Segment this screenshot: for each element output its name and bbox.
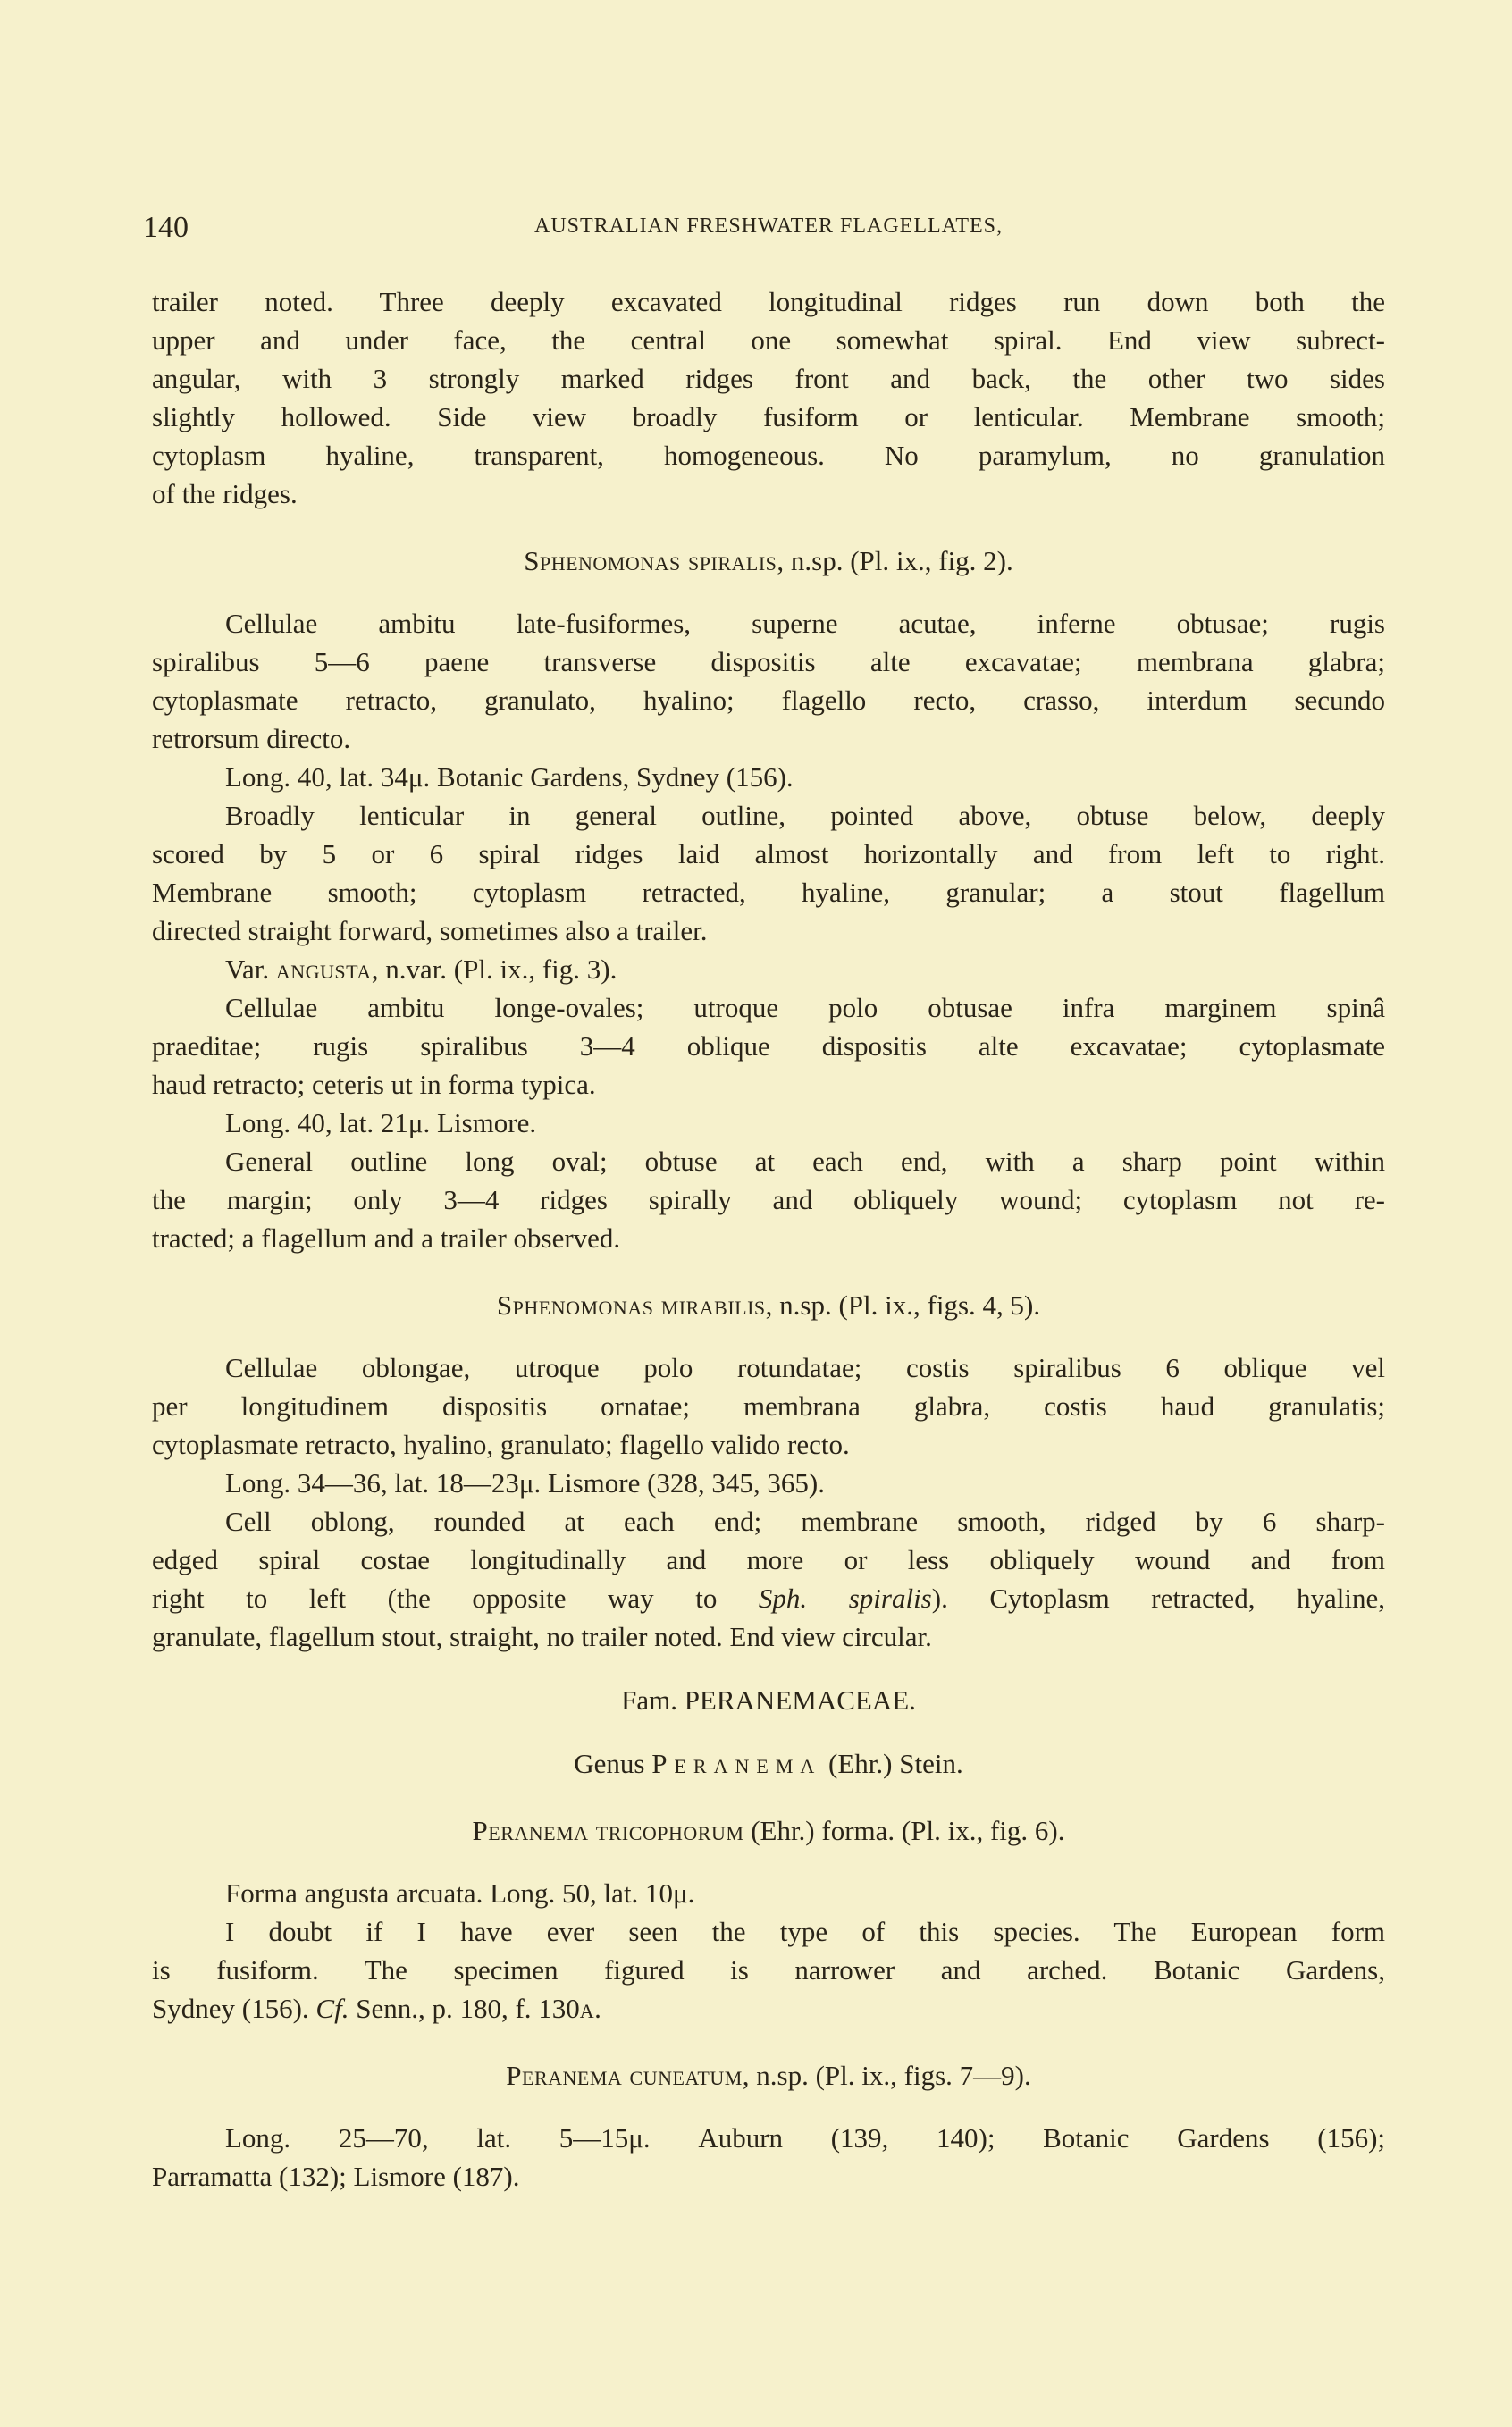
text-line: Cellulae ambitu late-fusiformes, superne acutae, inferne obtusae; rugis	[225, 608, 1385, 639]
section-heading	[152, 1811, 1385, 1850]
text-line: retrorsum directo.	[152, 723, 351, 754]
text-line: praeditae; rugis spiralibus 3—4 oblique dispositis alte excavatae; cytoplasmate	[152, 1030, 1385, 1062]
small-caps-text: angusta	[275, 953, 372, 985]
running-title: AUSTRALIAN FRESHWATER FLAGELLATES,	[533, 214, 1003, 238]
paragraph	[152, 1142, 1385, 1257]
centered-heading	[152, 1681, 1385, 1719]
text-line: Parramatta (132); Lismore (187).	[152, 2161, 520, 2192]
text-line: tracted; a flagellum and a trailer observed.	[152, 1222, 621, 1254]
text-line: Long. 25—70, lat. 5—15μ. Auburn (139, 140); Botanic Gardens (156);	[225, 2122, 1385, 2154]
paragraph	[152, 604, 1385, 758]
text-line	[152, 1744, 1385, 1783]
text-line	[152, 2056, 1385, 2095]
text-line	[152, 542, 1385, 580]
section-heading	[152, 542, 1385, 580]
italic-text: Sph. spiralis	[758, 1583, 932, 1614]
text-line: Forma angusta arcuata. Long. 50, lat. 10μ.	[225, 1877, 695, 1909]
text-line: edged spiral costae longitudinally and more or less obliquely wound and from	[152, 1544, 1385, 1575]
text-line: Fam. PERANEMACEAE.	[621, 1684, 916, 1716]
text-segment: Genus	[574, 1748, 652, 1779]
paragraph	[152, 950, 1385, 988]
running-header	[143, 211, 1394, 250]
text-segment: (Ehr.) Stein.	[821, 1748, 963, 1779]
small-caps-text: Peranema tricophorum	[472, 1815, 744, 1846]
text-line: Membrane smooth; cytoplasm retracted, hyaline, granular; a stout flagellum	[152, 877, 1385, 908]
text-line	[152, 1286, 1385, 1324]
text-line	[152, 950, 1385, 988]
small-caps-text: a	[579, 1993, 595, 2024]
italic-text: Cf.	[315, 1993, 349, 2024]
small-caps-text: Peranema cuneatum	[506, 2060, 743, 2091]
text-segment: , n.sp. (Pl. ix., figs. 7—9).	[742, 2060, 1031, 2091]
paragraph	[152, 1874, 1385, 1912]
text-line	[152, 1811, 1385, 1850]
text-line: per longitudinem dispositis ornatae; membrana glabra, costis haud granulatis;	[152, 1390, 1385, 1422]
text-line: spiralibus 5—6 paene transverse dispositis alte excavatae; membrana glabra;	[152, 646, 1385, 677]
text-line: is fusiform. The specimen figured is narrower and arched. Botanic Gardens,	[152, 1954, 1385, 1986]
text-segment: , n.var. (Pl. ix., fig. 3).	[371, 953, 617, 985]
text-line: Long. 40, lat. 21μ. Lismore.	[225, 1107, 537, 1138]
text-line: cytoplasm hyaline, transparent, homogeneous. No paramylum, no granulation	[152, 440, 1385, 471]
text-line: Long. 40, lat. 34μ. Botanic Gardens, Sydney (156).	[225, 761, 794, 793]
paragraph	[152, 1912, 1385, 2028]
text-segment: (Ehr.) forma. (Pl. ix., fig. 6).	[743, 1815, 1065, 1846]
paragraph	[152, 1348, 1385, 1464]
paragraph	[152, 1502, 1385, 1656]
text-line: granulate, flagellum stout, straight, no trailer noted. End view circular.	[152, 1621, 932, 1652]
text-line: Cellulae oblongae, utroque polo rotundatae; costis spiralibus 6 oblique vel	[225, 1352, 1385, 1383]
page-body	[152, 282, 1385, 2196]
text-line: I doubt if I have ever seen the type of this species. The European form	[225, 1916, 1385, 1947]
small-caps-text: Sphenomonas spiralis	[524, 545, 777, 576]
paragraph	[152, 1104, 1385, 1142]
small-caps-text: Sphenomonas mirabilis	[496, 1289, 766, 1321]
text-segment: , n.sp. (Pl. ix., figs. 4, 5).	[765, 1289, 1041, 1321]
text-line: Broadly lenticular in general outline, pointed above, obtuse below, deeply	[225, 800, 1385, 831]
paragraph	[152, 796, 1385, 950]
text-segment: Senn., p. 180, f. 130	[349, 1993, 580, 2024]
text-line: slightly hollowed. Side view broadly fusiform or lenticular. Membrane smooth;	[152, 401, 1385, 432]
text-segment: ). Cytoplasm retracted, hyaline,	[931, 1583, 1385, 1614]
text-line: Long. 34—36, lat. 18—23μ. Lismore (328, 345, 365).	[225, 1467, 825, 1499]
text-line	[152, 1989, 1385, 2028]
text-line: haud retracto; ceteris ut in forma typica.	[152, 1069, 596, 1100]
text-line: scored by 5 or 6 spiral ridges laid almost horizontally and from left to right.	[152, 838, 1385, 869]
paragraph	[152, 988, 1385, 1104]
text-line: angular, with 3 strongly marked ridges front and back, the other two sides	[152, 363, 1385, 394]
text-line: trailer noted. Three deeply excavated longitudinal ridges run down both the	[152, 286, 1385, 317]
text-segment: .	[594, 1993, 601, 2024]
text-line: directed straight forward, sometimes also a trailer.	[152, 915, 708, 946]
section-heading	[152, 1286, 1385, 1324]
paragraph	[152, 758, 1385, 796]
text-line: General outline long oval; obtuse at each end, with a sharp point within	[225, 1146, 1385, 1177]
text-line: of the ridges.	[152, 478, 298, 509]
text-line: Cell oblong, rounded at each end; membrane smooth, ridged by 6 sharp-	[225, 1506, 1385, 1537]
centered-heading	[152, 1744, 1385, 1783]
paragraph	[152, 1464, 1385, 1502]
small-caps-text: Peranema	[651, 1748, 822, 1779]
text-line	[152, 1579, 1385, 1617]
text-line: the margin; only 3—4 ridges spirally and obliquely wound; cytoplasm not re-	[152, 1184, 1385, 1215]
text-line: upper and under face, the central one somewhat spiral. End view subrect-	[152, 324, 1385, 356]
text-segment: , n.sp. (Pl. ix., fig. 2).	[777, 545, 1013, 576]
text-line: Cellulae ambitu longe-ovales; utroque polo obtusae infra marginem spinâ	[225, 992, 1385, 1023]
text-line: cytoplasmate retracto, hyalino, granulato; flagello valido recto.	[152, 1429, 850, 1460]
paragraph	[152, 2119, 1385, 2196]
text-segment: right to left (the opposite way to	[152, 1583, 759, 1614]
text-segment: Sydney (156).	[152, 1993, 316, 2024]
page-number: 140	[143, 211, 189, 244]
text-segment: Var.	[225, 953, 276, 985]
section-heading	[152, 2056, 1385, 2095]
text-line: cytoplasmate retracto, granulato, hyalino; flagello recto, crasso, interdum secundo	[152, 684, 1385, 716]
paragraph	[152, 282, 1385, 513]
